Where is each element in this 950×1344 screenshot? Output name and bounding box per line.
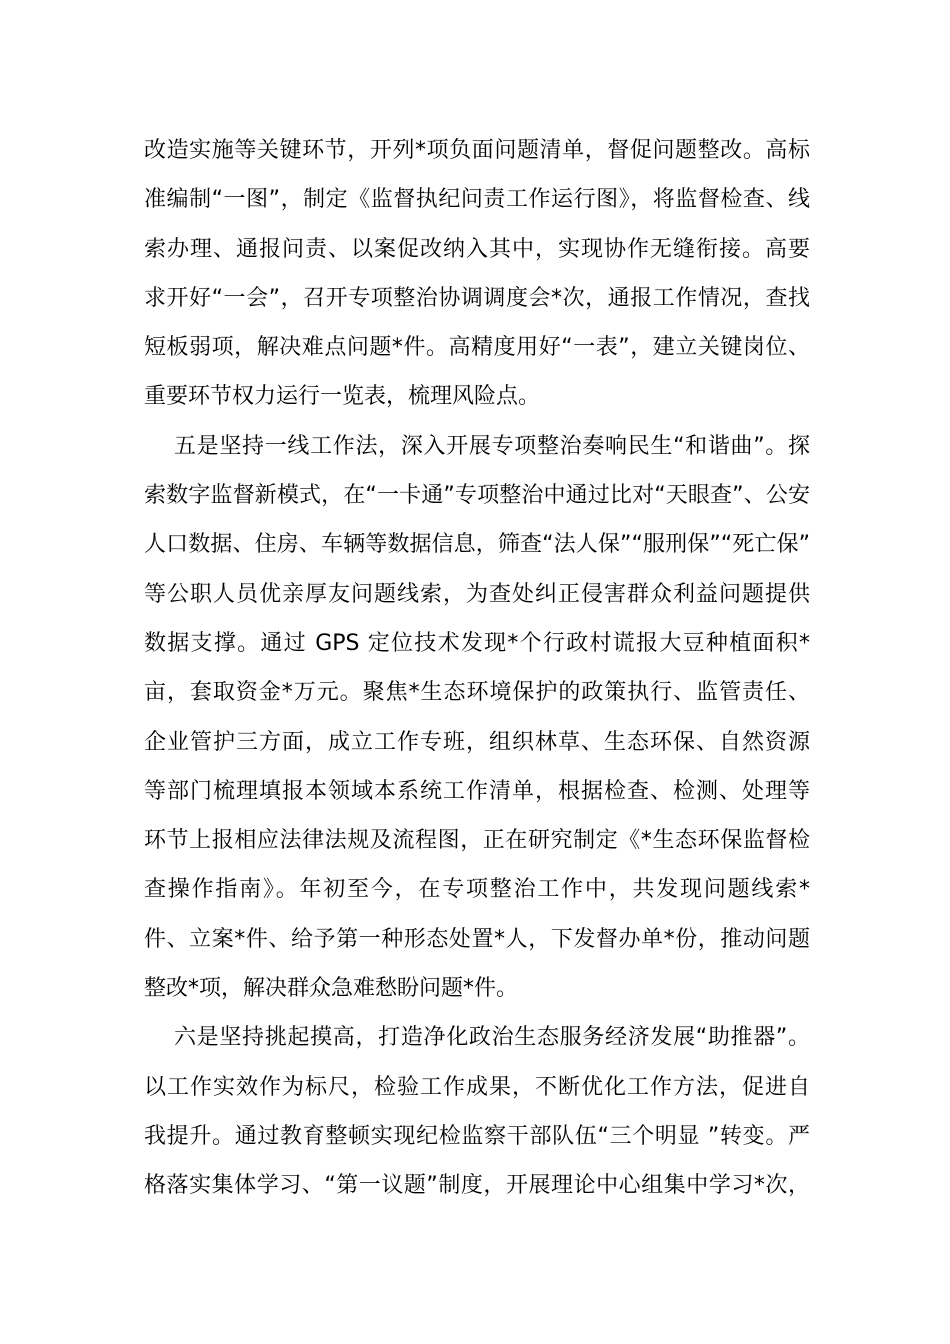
text-line: 重要环节权力运行一览表，梳理风险点。 bbox=[144, 384, 541, 410]
text-line: 整改*项，解决群众急难愁盼问题*件。 bbox=[144, 976, 519, 1002]
text-line: 企业管护三方面，成立工作专班，组织林草、生态环保、自然资源 bbox=[144, 729, 810, 755]
text-line: 以工作实效作为标尺，检验工作成果，不断优化工作方法，促进自 bbox=[144, 1074, 810, 1100]
text-line: 短板弱项，解决难点问题*件。高精度用好“一表”，建立关键岗位、 bbox=[144, 335, 810, 361]
paragraph-start-line: 六是坚持挑起摸高，打造净化政治生态服务经济发展“助推器”。 bbox=[174, 1025, 810, 1051]
text-line: 件、立案*件、给予第一种形态处置*人，下发督办单*份，推动问题 bbox=[144, 926, 810, 952]
text-line: 亩，套取资金*万元。聚焦*生态环境保护的政策执行、监管责任、 bbox=[144, 680, 810, 706]
text-line: 索办理、通报问责、以案促改纳入其中，实现协作无缝衔接。高要 bbox=[144, 236, 810, 262]
document-body bbox=[144, 126, 810, 1211]
text-line: 等公职人员优亲厚友问题线索，为查处纠正侵害群众利益问题提供 bbox=[144, 581, 810, 607]
text-line: 等部门梳理填报本领域本系统工作清单，根据检查、检测、处理等 bbox=[144, 778, 810, 804]
text-line: 环节上报相应法律法规及流程图，正在研究制定《*生态环保监督检 bbox=[144, 828, 810, 854]
text-line: 我提升。通过教育整顿实现纪检监察干部队伍“三个明显 ”转变。严 bbox=[144, 1123, 810, 1149]
text-line: 改造实施等关键环节，开列*项负面问题清单，督促问题整改。高标 bbox=[144, 138, 810, 163]
text-line: 求开好“一会”，召开专项整治协调调度会*次，通报工作情况，查找 bbox=[144, 285, 810, 311]
text-line: 数据支撑。通过 GPS 定位技术发现*个行政村谎报大豆种植面积* bbox=[144, 630, 810, 656]
text-line: 查操作指南》。年初至今，在专项整治工作中，共发现问题线索* bbox=[144, 877, 810, 903]
text-line: 索数字监督新模式，在“一卡通”专项整治中通过比对“天眼查”、公安 bbox=[144, 483, 810, 509]
text-line: 准编制“一图”，制定《监督执纪问责工作运行图》，将监督检查、线 bbox=[144, 187, 810, 213]
text-line: 格落实集体学习、“第一议题”制度，开展理论中心组集中学习*次， bbox=[144, 1173, 810, 1199]
text-line: 人口数据、住房、车辆等数据信息，筛查“法人保”“服刑保”“死亡保” bbox=[144, 532, 810, 558]
paragraph-start-line: 五是坚持一线工作法，深入开展专项整治奏响民生“和谐曲”。探 bbox=[174, 433, 810, 459]
